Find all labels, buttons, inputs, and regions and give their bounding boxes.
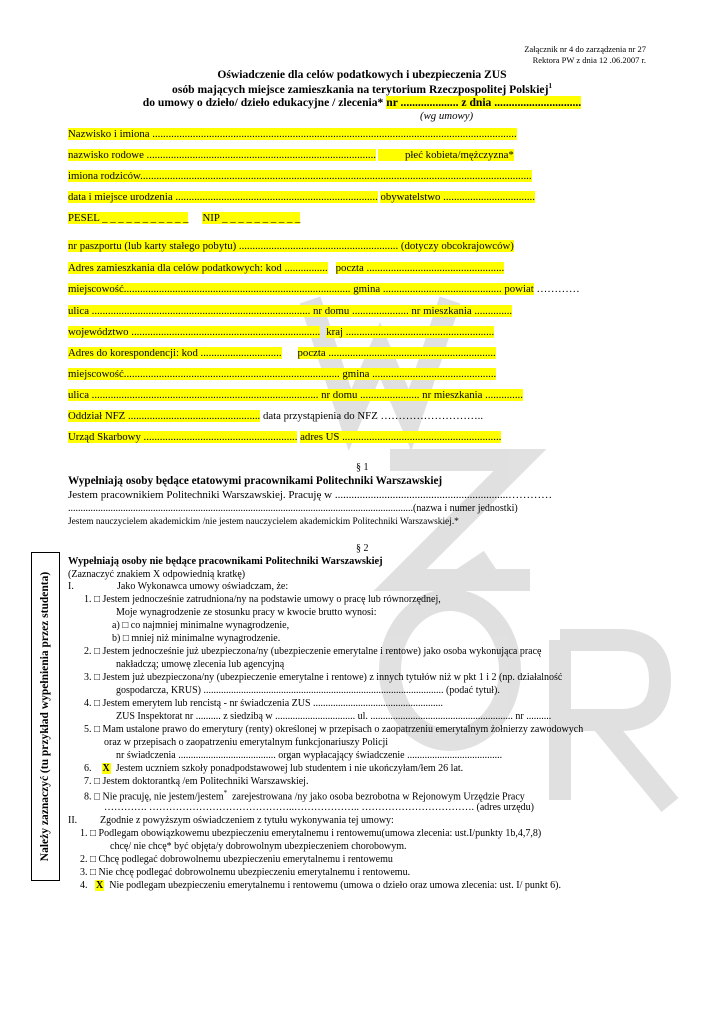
field-pesel[interactable]: PESEL _ _ _ _ _ _ _ _ _ _ _ [68,212,189,224]
field-tax-address-code[interactable]: Adres zamieszkania dla celów podatkowych: kod ................ [68,262,328,274]
part-ii-intro: Zgodnie z powyższym oświadczeniem z tytułu wykonywania tej umowy: [100,815,394,826]
side-note-box [31,552,60,881]
ii-item-1[interactable]: 1. □ Podlegam obowiązkowemu ubezpieczeniu emerytalnemu i rentowemu(umowa zlecenia: ust.I/punkty 1b,4,7,8) [80,828,542,839]
item-5-number[interactable]: nr świadczenia ....................................... organ wypłacający świadczenie ...................................... [116,750,503,761]
field-maiden-name[interactable]: nazwisko rodowe ..................................................................................... [68,149,376,161]
item-8-asterisk: * [223,789,228,797]
item-8-text-a: 8. □ Nie pracuję, nie jestem/jestem [84,791,224,803]
item-5[interactable]: 5. □ Mam ustalone prawo do emerytury (renty) określonej w przepisach o zaopatrzeniu emerytalnym żołnierzy zawodowych [84,724,584,735]
rector-date-note: Rektora PW z dnia 12 .06.2007 r. [532,55,646,65]
contract-line [0,96,724,109]
section-1-employee-line[interactable]: Jestem pracownikiem Politechniki Warszawskiej. Pracuję w ...............................................................………… [68,489,553,501]
ii-item-4-number: 4. [80,880,88,891]
field-nfz-date[interactable]: data przystąpienia do NFZ ……………………….. [262,410,484,422]
section-2-mark: § 2 [356,543,369,554]
part-ii-label: II. [68,815,78,826]
contract-type: do umowy o dzieło/ dzieło edukacyjne / zlecenia* [142,96,384,109]
item-6[interactable] [84,763,463,774]
document-subtitle [0,82,724,96]
part-i-label: I. [68,581,74,592]
field-citizenship[interactable]: obywatelstwo .................................. [380,191,535,203]
ii-item-4[interactable] [80,880,561,891]
field-corr-city-gmina[interactable]: miejscowość................................................................................ gmina .............................................. [68,368,497,380]
side-note-text: Należy zaznaczyć (tu przykład wypełnienia przez studenta) [39,571,51,862]
section-1-unit-line[interactable]: ..........................................................................................................................................(nazwa i numer jednostki) [68,503,518,514]
field-country[interactable]: kraj ....................................................... [326,326,495,338]
section-1-heading: Wypełniają osoby będące etatowymi pracownikami Politechniki Warszawskiej [68,475,443,487]
section-1-academic-line: Jestem nauczycielem akademickim /nie jestem nauczycielem akademickim Politechniki Warszawskiej.* [68,517,459,527]
item-4[interactable]: 4. □ Jestem emerytem lub rencistą - nr świadczenia ZUS .................................................... [84,698,444,709]
section-2-heading: Wypełniają osoby nie będące pracownikami Politechniki Warszawskiej [68,556,383,567]
item-4-cont[interactable]: ZUS Inspektorat nr .......... z siedzibą w ................................ ul. ......................................................... nr .......... [116,711,552,722]
field-city-gmina-powiat[interactable]: miejscowość.................................................................................... gmina ............................................ powiat [68,283,534,295]
contract-number-field[interactable]: nr .................... z dnia .............................. [386,96,582,109]
field-parents-names[interactable]: imiona rodziców................................................................................................................................................. [68,170,532,182]
field-birth-date-place[interactable]: data i miejsce urodzenia ........................................................................... [68,191,378,203]
ii-item-4-text: Nie podlegam ubezpieczeniu emerytalnemu i rentowemu (umowa o dzieło oraz umowa zlecenia: ust. I/ punkt 6). [109,880,562,891]
part-i-intro: Jako Wykonawca umowy oświadczam, że: [117,581,289,592]
item-6-text: Jestem uczniem szkoły ponadpodstawowej lub studentem i nie ukończyłam/łem 26 lat. [115,763,464,774]
item-5-cont: oraz w przepisach o zaopatrzeniu emerytalnym funkcjonariuszy Policji [104,737,389,748]
section-1-mark: § 1 [356,462,369,473]
item-7[interactable]: 7. □ Jestem doktorantką /em Politechniki Warszawskiej. [84,776,309,787]
item-3[interactable]: 3. □ Jestem już ubezpieczona/ny (ubezpieczenie emerytalne i rentowe) z innych tytułów niż w pkt 1 i 2 (np. działalność [84,672,563,683]
item-8-office-address[interactable]: …………. ……………………………………..……………….. ……………………………. (adres urzędu) [104,802,534,813]
footnote-mark: 1 [548,82,552,90]
field-tax-office[interactable]: Urząd Skarbowy ......................................................... [68,431,298,443]
field-passport[interactable]: nr paszportu (lub karty stałego pobytu) ........................................................... (dotyczy obcokrajowców) [68,240,514,252]
field-nip[interactable]: NIP _ _ _ _ _ _ _ _ _ _ [202,212,301,224]
field-full-name[interactable]: Nazwisko i imiona ....................................................................................................................................... [68,128,517,140]
field-tax-address-post[interactable]: poczta ................................................... [335,262,505,274]
item-1[interactable]: 1. □ Jestem jednocześnie zatrudniona/ny na podstawie umowy o pracę lub równorzędnej, [84,594,441,605]
spacer [378,149,405,161]
item-2[interactable]: 2. □ Jestem jednocześnie już ubezpieczona/ny (ubezpieczenie emerytalne i rentowe) jako osoba wykonująca pracę [84,646,542,657]
item-2-cont: nakładczą; umowę zlecenia lub agencyjną [116,659,285,670]
subtitle-text: osób mających miejsce zamieszkania na terytorium Rzeczpospolitej Polskiej [172,82,549,96]
ii-item-2[interactable]: 2. □ Chcę podlegać dobrowolnemu ubezpieczeniu emerytalnemu i rentowemu [80,854,393,865]
watermark [280,260,700,820]
item-6-checkbox-x[interactable]: X [102,763,110,774]
field-gender[interactable]: płeć kobieta/mężczyzna* [405,149,514,161]
item-1b[interactable]: b) □ mniej niż minimalne wynagrodzenie. [112,633,281,644]
item-6-number: 6. [84,763,92,774]
wg-umowy-note: (wg umowy) [420,110,474,122]
ii-item-1-cont[interactable]: chcę/ nie chcę* być objęta/y dobrowolnym ubezpieczeniem chorobowym. [110,841,407,852]
field-corr-street[interactable]: ulica .................................................................................... nr domu ...................... nr mieszkania .............. [68,389,523,401]
document-title: Oświadczenie dla celów podatkowych i ubezpieczenia ZUS [217,68,507,81]
section-2-instruction: (Zaznaczyć znakiem X odpowiednią kratkę) [68,569,246,580]
item-1-salary-note: Moje wynagrodzenie ze stosunku pracy w kwocie brutto wynosi: [116,607,377,618]
field-correspondence-post[interactable]: poczta .............................................................. [297,347,496,359]
field-tax-office-address[interactable]: adres US ........................................................... [300,431,502,443]
item-8[interactable] [84,789,525,802]
attachment-note: Załącznik nr 4 do zarządzenia nr 27 [524,44,646,54]
item-3-cont[interactable]: gospodarcza, KRUS) ................................................................................................ (podać tytuł). [116,685,500,696]
field-nfz-branch[interactable]: Oddział NFZ ................................................. [68,410,261,422]
ii-item-4-checkbox-x[interactable]: X [96,880,104,891]
field-street[interactable]: ulica ................................................................................. nr domu ..................... nr mieszkania .............. [68,305,513,317]
field-correspondence-code[interactable]: Adres do korespondencji: kod .............................. [68,347,282,359]
item-1a[interactable]: a) □ co najmniej minimalne wynagrodzenie, [112,620,290,631]
item-8-text-b: zarejestrowana /ny jako osoba bezrobotna w Rejonowym Urzędzie Pracy [232,791,525,803]
ii-item-3[interactable]: 3. □ Nie chcę podlegać dobrowolnemu ubezpieczeniu emerytalnemu i rentowemu. [80,867,411,878]
field-voivodeship[interactable]: województwo ...................................................................... [68,326,321,338]
powiat-dots: ………… [536,283,580,295]
